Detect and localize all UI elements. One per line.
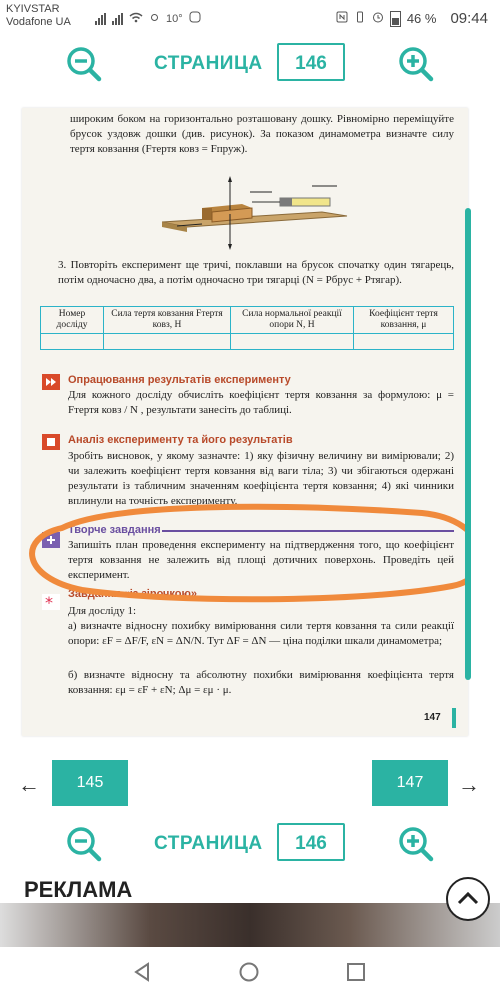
recents-icon[interactable] — [345, 961, 367, 983]
textbook-page — [22, 108, 468, 736]
battery-level: 46 % — [406, 11, 437, 26]
carrier-1: KYIVSTAR — [6, 3, 60, 15]
section-star-a: а) визначте відносну похибку вимірювання сили тертя ковзання та сили реакції опори: εF = ΔF/F, εN = ΔN/N. Тут ΔF = ΔN — ціна поділки шкали динамометра; — [68, 620, 454, 647]
section-processing-title: Опрацювання результатів експерименту — [68, 374, 291, 386]
status-left-icons — [95, 11, 201, 26]
nfc-icon — [336, 11, 348, 26]
bottom-pager — [0, 818, 500, 874]
book-page-number: 147 — [424, 712, 441, 723]
signal-icon — [95, 13, 106, 25]
vibrate-icon — [354, 11, 366, 26]
system-nav-bar — [0, 947, 500, 999]
zoom-in-icon — [396, 824, 436, 864]
section-analysis-title: Аналіз експерименту та його результатів — [68, 434, 293, 446]
zoom-in-icon — [396, 44, 436, 84]
item3-text: 3. Повторіть експеримент ще тричі, поклавши на брусок спочатку один тягарець, потім одночасно два, а потім одночасно три тягарці (N = Pбрус + Pтягар). — [58, 259, 454, 286]
prev-arrow-icon[interactable]: ← — [18, 772, 40, 797]
zoom-out-icon — [64, 824, 104, 864]
page-label-bottom: СТРАНИЦА — [154, 833, 263, 854]
next-arrow-icon[interactable]: → — [458, 772, 480, 797]
status-right — [336, 10, 488, 27]
item2-text: широким боком на горизонтально розташовану дошку. Рівномірно переміщуйте брусок уздовж дошки (див. рисунок). За показом динамометра визначте силу тертя ковзання — [70, 113, 454, 155]
temperature: 10° — [166, 12, 183, 25]
section-analysis-text: Зробіть висновок, у якому зазначте: 1) яку фізичну величину ви вимірювали; 2) чи залежить коефіцієнт тертя ковзання від ваги тіла; 3) чи збігаються одержані результати із табличним значенням коефіцієнта тертя ковзання; 4) які чинники вплинули на точність експерименту. — [68, 450, 454, 507]
section-creative-text: Запишіть план проведення експерименту на підтвердження того, що коефіцієнт тертя ковзання не залежить від площі дотичних поверхонь. Проведіть цей експеримент. — [68, 539, 454, 581]
scroll-top-button[interactable] — [446, 877, 490, 921]
battery-icon — [390, 11, 401, 27]
table-header-cell: Номер досліду — [41, 307, 104, 334]
zoom-in-button[interactable] — [396, 44, 436, 84]
highlight-oval — [22, 108, 468, 736]
prev-page-button[interactable]: 145 — [52, 760, 128, 806]
weather-icon — [149, 12, 160, 26]
clock: 09:44 — [450, 10, 488, 27]
top-pager — [0, 38, 500, 94]
section-star-title: Завдання «із зірочкою» — [68, 588, 197, 600]
status-bar — [0, 0, 500, 36]
home-icon[interactable] — [238, 961, 260, 983]
table-header-cell: Коефіцієнт тертя ковзання, μ — [354, 307, 454, 334]
table-header-cell: Сила нормальної реакції опори N, Н — [231, 307, 354, 334]
section-star-intro: Для досліду 1: — [68, 605, 137, 617]
page-number-box-bottom[interactable]: 146 — [277, 823, 345, 861]
document-scrollbar[interactable] — [465, 208, 471, 680]
section-processing-text: Для кожного досліду обчисліть коефіцієнт тертя ковзання за формулою: μ = Fтертя ковз / N , результати занесіть до таблиці. — [68, 389, 454, 416]
page-number-box[interactable]: 146 — [277, 43, 345, 81]
next-page-button[interactable]: 147 — [372, 760, 448, 806]
ad-label: РЕКЛАМА — [24, 877, 133, 902]
back-icon[interactable] — [132, 961, 154, 983]
page-label: СТРАНИЦА — [154, 53, 263, 74]
section-creative-title: Творче завдання — [68, 524, 161, 536]
zoom-out-icon — [64, 44, 104, 84]
item2-formula: (Fтертя ковз = Fпруж). — [141, 143, 248, 155]
svg-text:*: * — [45, 594, 53, 610]
zoom-in-button-bottom[interactable] — [396, 824, 436, 864]
alarm-icon — [372, 11, 384, 26]
carrier-2: Vodafone UA — [6, 16, 71, 28]
table-header-cell: Сила тертя ковзання Fтертя ковз, Н — [104, 307, 231, 334]
chevron-up-icon — [448, 879, 488, 919]
wifi-icon — [129, 12, 143, 26]
zoom-out-button[interactable] — [64, 44, 104, 84]
viber-icon — [189, 11, 201, 26]
zoom-out-button-bottom[interactable] — [64, 824, 104, 864]
carrier-info — [6, 3, 71, 29]
section-star-b: б) визначте відносну та абсолютну похибки вимірювання коефіцієнта тертя ковзання: εμ = εF + εN; Δμ = εμ · μ. — [68, 669, 454, 696]
signal-2-icon — [112, 13, 123, 25]
ad-banner[interactable] — [0, 903, 500, 947]
